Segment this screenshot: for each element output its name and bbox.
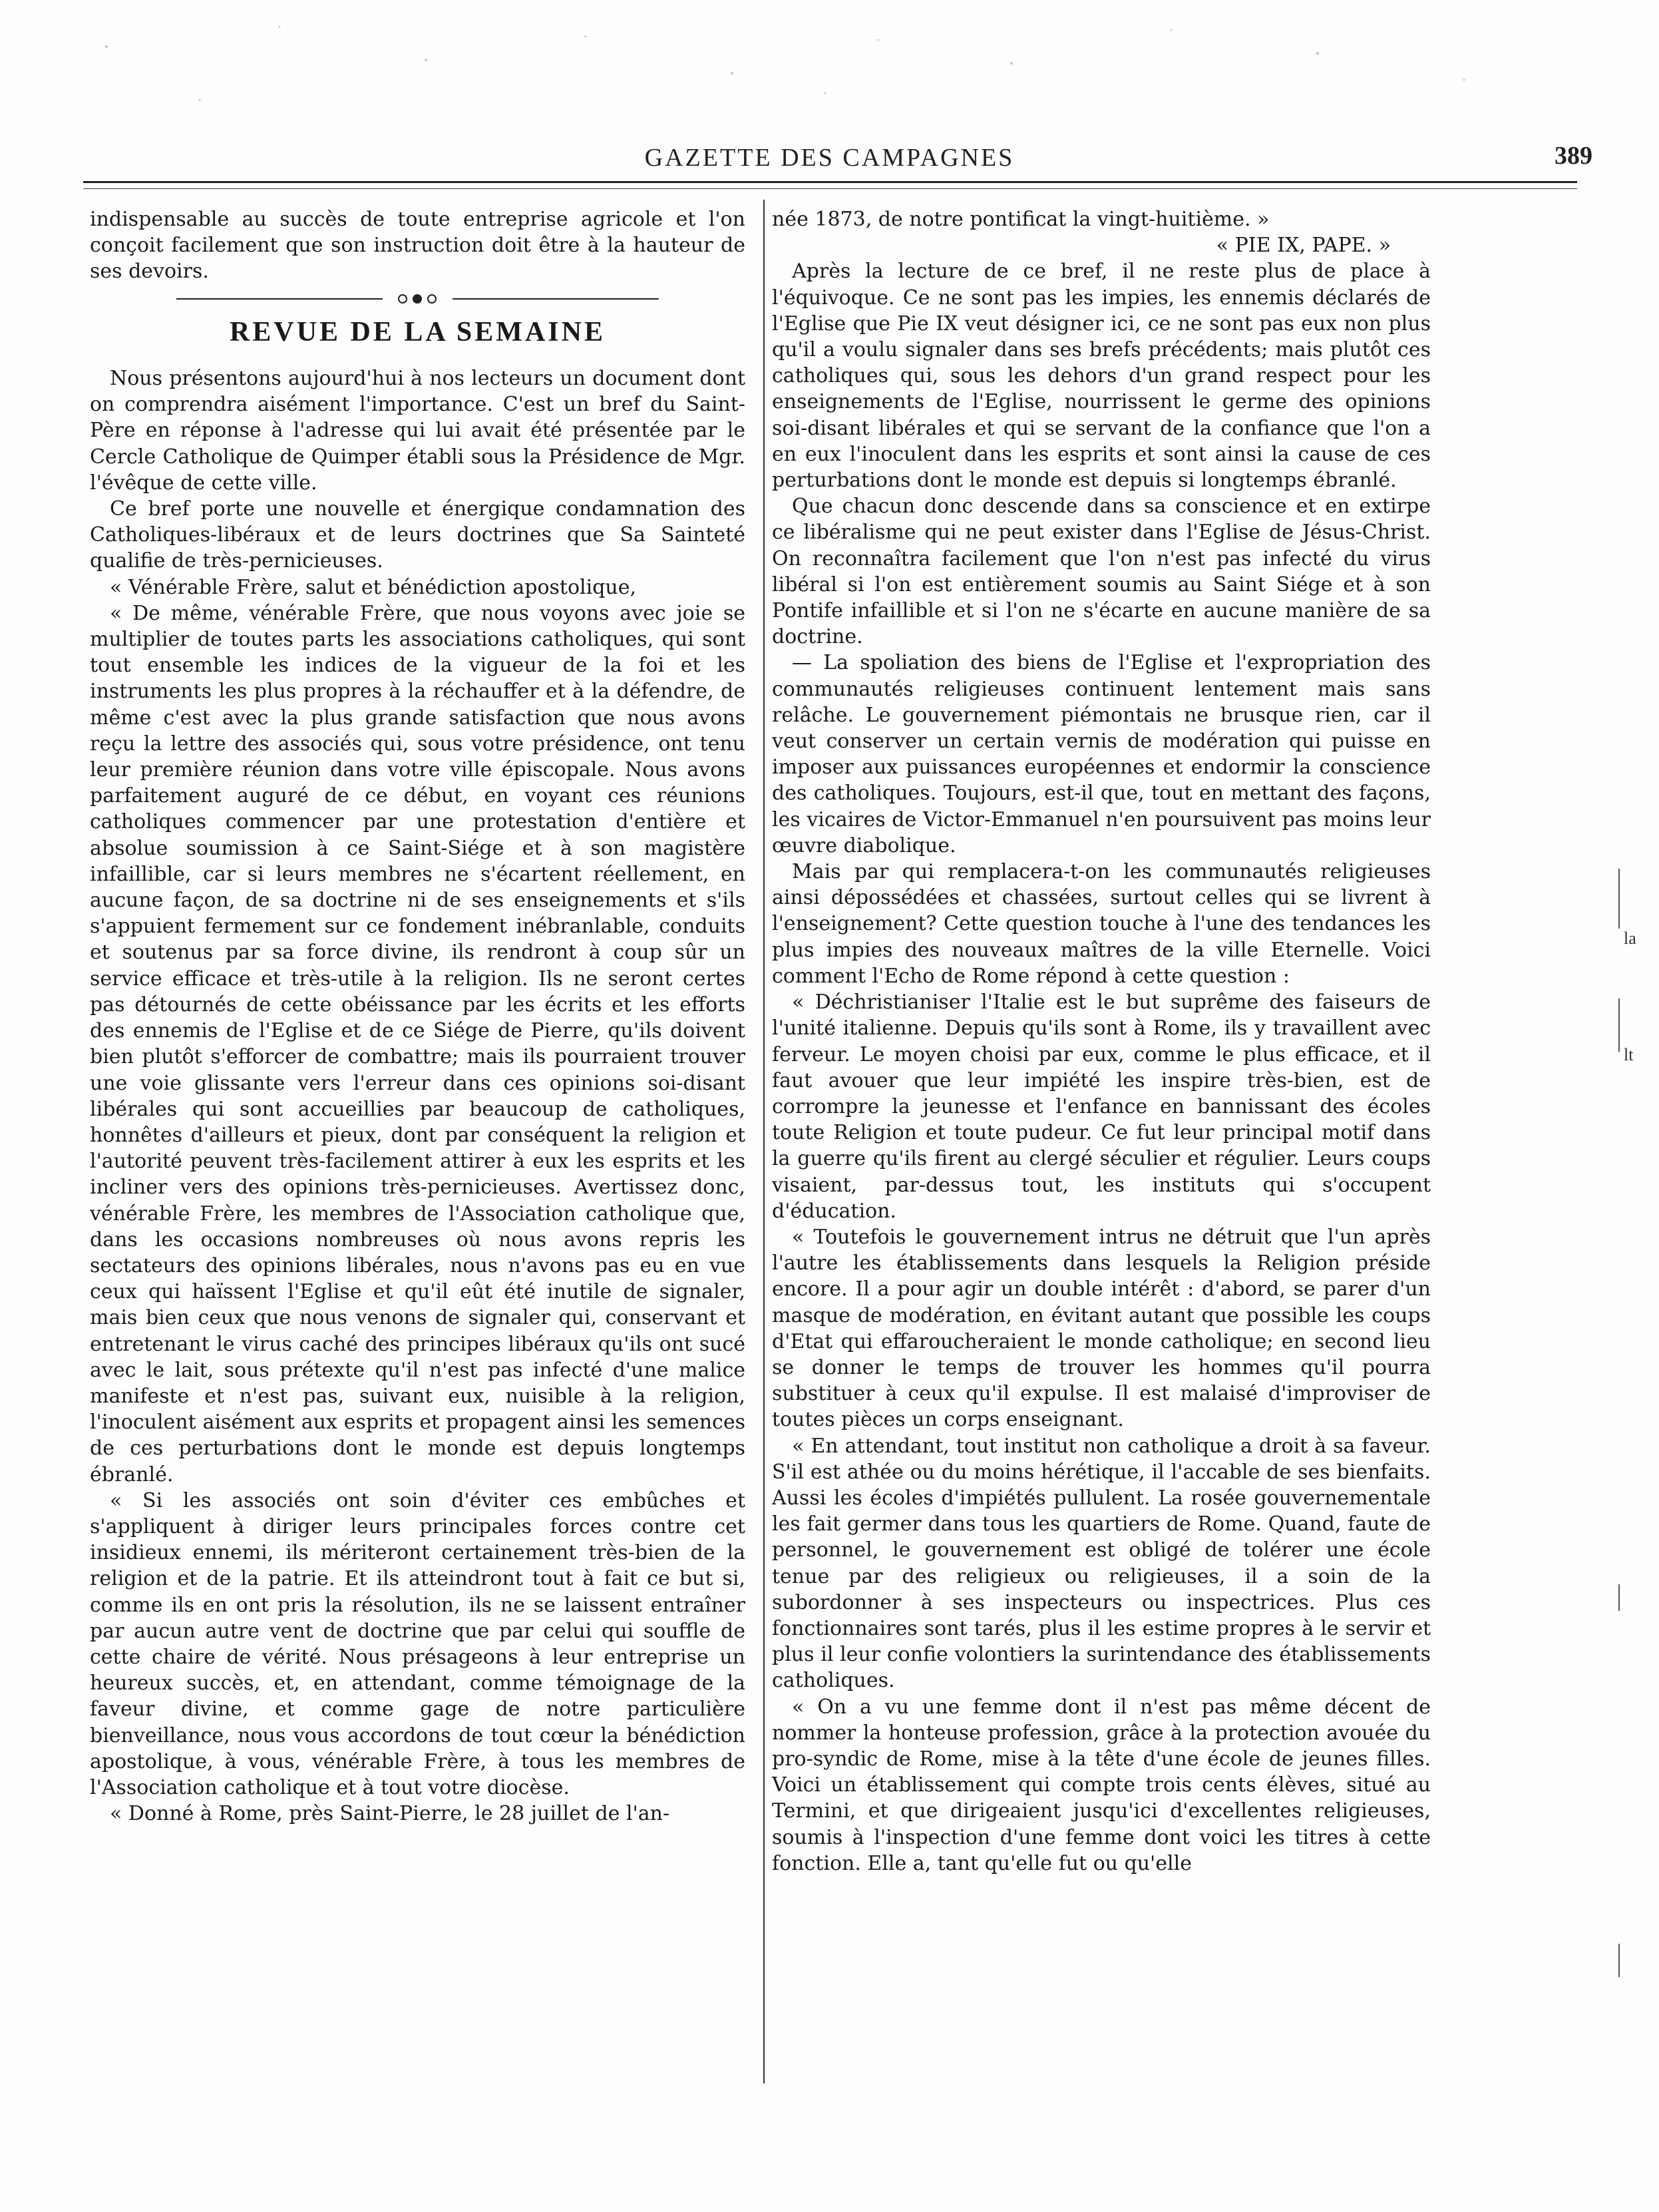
section-title: REVUE DE LA SEMAINE <box>230 316 606 347</box>
column-divider <box>763 200 765 2084</box>
paragraph: Que chacun donc descende dans sa conscience et en extirpe ce libéralisme qui ne peut exister dans l'Eglise de Jésus-Christ. On reconnaîtra facilement que l'on n'est pas infecté du virus libéral si l'on est entièrement soumis au Saint Siége et à son Pontife infaillible et si l'on ne s'écarte en aucune manière de sa doctrine. <box>772 495 1431 649</box>
paragraph: « Toutefois le gouvernement intrus ne détruit que l'un après l'autre les établissements dans lesquels la Religion préside encore. Il a pour agir un double intérêt : d'abord, se parer d'un masque de modération, en évitant autant que possible les coups d'Etat qui effaroucheraient le monde catholique; en second lieu se donner le temps de trouver les hommes qu'il pourra substituer à ceux qu'il expulse. Il est malaisé d'improviser de toutes pièces un corps enseignant. <box>772 1225 1431 1432</box>
paragraph: « Donné à Rome, près Saint-Pierre, le 28 juillet de l'an- <box>110 1802 670 1826</box>
paragraph: « Déchristianiser l'Italie est le but suprême des faiseurs de l'unité italienne. Depuis qu'ils sont à Rome, ils y travaillent avec ferveur. Le moyen choisi par eux, comme le plus efficace, et il faut avouer que leur impiété les inspire très-bien, est de corrompre la jeunesse et l'enfance en bannissant des écoles toute Religion et toute pudeur. Ce fut leur principal motif dans la guerre qu'ils firent au clergé séculier et régulier. Leurs coups visaient, par-dessus tout, les instituts qui s'occupent d'éducation. <box>772 991 1431 1223</box>
scan-noise <box>0 0 1659 133</box>
left-column <box>90 206 745 1827</box>
paragraph: « En attendant, tout institut non catholique a droit à sa faveur. S'il est athée ou du moins hérétique, il l'accable de ses bienfaits. Aussi les écoles d'impiétés pullulent. La rosée gouvernementale les fait germer dans tous les quartiers de Rome. Quand, faute de personnel, le gouvernement est obligé de tolérer une école tenue par des religieux ou religieuses, il a soin de la subordonner à ses inspecteurs ou inspectrices. Plus ces fonctionnaires sont tarés, plus il les estime propres à le servir et plus il leur confie volontiers la surintendance des établissements catholiques. <box>772 1434 1431 1693</box>
paragraph: Après la lecture de ce bref, il ne reste plus de place à l'équivoque. Ce ne sont pas les impies, les ennemis déclarés de l'Eglise que Pie IX veut désigner ici, ce ne sont pas eux non plus qu'il a voulu signaler dans ses brefs précédents; mais plutôt ces catholiques qui, sous les dehors d'un grand respect pour les enseignements de l'Eglise, nourrissent le germe des opinions soi-disant libérales et qui se servant de la confiance que l'on a en eux l'inoculent dans les esprits et sont ainsi la cause de ces perturbations dont le monde est depuis si longtemps ébranlé. <box>772 260 1431 493</box>
paragraph: « Vénérable Frère, salut et bénédiction apostolique, <box>110 575 637 599</box>
paragraph: Nous présentons aujourd'hui à nos lecteurs un document dont on comprendra aisément l'importance. C'est un bref du Saint-Père en réponse à l'adresse qui lui avait été présentée par le Cercle Catholique de Quimper établi sous la Présidence de Mgr. l'évêque de cette ville. <box>90 367 745 495</box>
header-rule-thin <box>83 188 1577 189</box>
paragraph: Mais par qui remplacera-t-on les communautés religieuses ainsi dépossédées et chassées, surtout celles qui se livrent à l'enseignement? Cette question touche à l'une des tendances les plus impies des nouveaux maîtres de la ville Eternelle. Voici comment l'Echo de Rome répond à cette question : <box>772 860 1431 988</box>
paragraph: « De même, vénérable Frère, que nous voyons avec joie se multiplier de toutes parts les associations catholiques, qui sont tout ensemble les indices de la vigueur de la foi et les instruments les plus propres à la réchauffer et à la défendre, de même c'est avec la plus grande satisfaction que nous avons reçu la lettre des associés qui, sous votre présidence, ont tenu leur première réunion dans votre ville épiscopale. Nous avons parfaitement auguré de ce début, en voyant ces réunions catholiques commencer par une protestation d'entière et absolue soumission à ce Saint-Siége et à son magistère infaillible, car si leurs membres ne s'écartent réellement, en aucune façon, de sa doctrine ni de ses enseignements et s'ils s'appuient fermement sur ce fondement inébranlable, conduits et soutenus par sa force divine, ils rendront à coup sûr un service efficace et très-utile à la religion. Ils ne seront certes pas détournés de cette obéissance par les écrits et les efforts des ennemis de l'Eglise et de ce Siége de Pierre, qu'ils doivent bien plutôt s'efforcer de combattre; mais ils pourraient trouver une voie glissante vers l'erreur dans ces opinions soi-disant libérales qui sont accueillies par beaucoup de catholiques, honnêtes d'ailleurs et pieux, dont par conséquent la religion et l'autorité peuvent très-facilement attirer à eux les esprits et les incliner vers des opinions très-pernicieuses. Avertissez donc, vénérable Frère, les membres de l'Association catholique que, dans les occasions nombreuses où nous avons repris les sectateurs des opinions libérales, nous n'avons pas eu en vue ceux qui haïssent l'Eglise et qu'il eût été inutile de signaler, mais bien ceux que nous venons de signaler qui, conservant et entretenant le virus caché des principes libéraux qu'ils ont sucé avec le lait, sous prétexte qu'il n'est pas infecté d'une malice manifeste et n'est pas, suivant eux, nuisible à la religion, l'inoculent aisément aux esprits et propagent ainsi les semences de ces perturbations dont le monde est depuis longtemps ébranlé. <box>90 601 745 1486</box>
page-number: 389 <box>1555 142 1592 170</box>
ornament-divider <box>90 292 745 306</box>
date-line: née 1873, de notre pontificat la vingt-huitième. » <box>772 208 1270 231</box>
margin-mark: la <box>1624 929 1636 948</box>
paragraph: « On a vu une femme dont il n'est pas même décent de nommer la honteuse profession, grâce à la protection avouée du pro-syndic de Rome, mise à la tête d'une école de jeunes filles. Voici un établissement qui compte trois cents élèves, situé au Termini, et que dirigeaient jusqu'ici d'excellentes religieuses, soumis à l'inspection d'une femme dont voici les titres à cette fonction. Elle a, tant qu'elle fut ou qu'elle <box>772 1695 1431 1875</box>
right-column <box>772 206 1431 1877</box>
edge-line <box>1618 1944 1620 1977</box>
newspaper-title: GAZETTE DES CAMPAGNES <box>644 144 1015 172</box>
paragraph: — La spoliation des biens de l'Eglise et l'expropriation des communautés religieuses continuent lentement mais sans relâche. Le gouvernement piémontais ne brusque rien, car il veut conserver un certain vernis de modération qui puisse en imposer aux puissances européennes et endormir la conscience des catholiques. Toujours, est-il que, tout en mettant des façons, les vicaires de Victor-Emmanuel n'en poursuivent pas moins leur œuvre diabolique. <box>772 651 1431 857</box>
edge-line <box>1618 1584 1620 1611</box>
edge-line <box>1618 869 1620 929</box>
margin-mark: lt <box>1624 1045 1634 1064</box>
paragraph: Ce bref porte une nouvelle et énergique condamnation des Catholiques-libéraux et de leurs doctrines que Sa Sainteté qualifie de très-pernicieuses. <box>90 497 745 573</box>
edge-line <box>1618 998 1620 1052</box>
paragraph: « Si les associés ont soin d'éviter ces embûches et s'appliquent à diriger leurs principales forces contre cet insidieux ennemi, ils mériteront certainement très-bien de la religion et de la patrie. Et ils atteindront tout à fait ce but si, comme ils en ont pris la résolution, ils ne se laissent entraîner par aucun autre vent de doctrine que par celui qui souffle de cette chaire de vérité. Nous présageons à leur entreprise un heureux succès, et, en attendant, comme témoignage de la faveur divine, et comme gage de notre particulière bienveillance, nous vous accordons de tout cœur la bénédiction apostolique, à vous, vénérable Frère, à tous les membres de l'Association catholique et à tout votre diocèse. <box>90 1488 745 1799</box>
header-rule <box>83 181 1577 183</box>
intro-text: indispensable au succès de toute entreprise agricole et l'on conçoit facilement que son instruction doit être à la hauteur de ses devoirs. <box>90 208 745 284</box>
signature: « PIE IX, PAPE. » <box>1216 234 1391 258</box>
